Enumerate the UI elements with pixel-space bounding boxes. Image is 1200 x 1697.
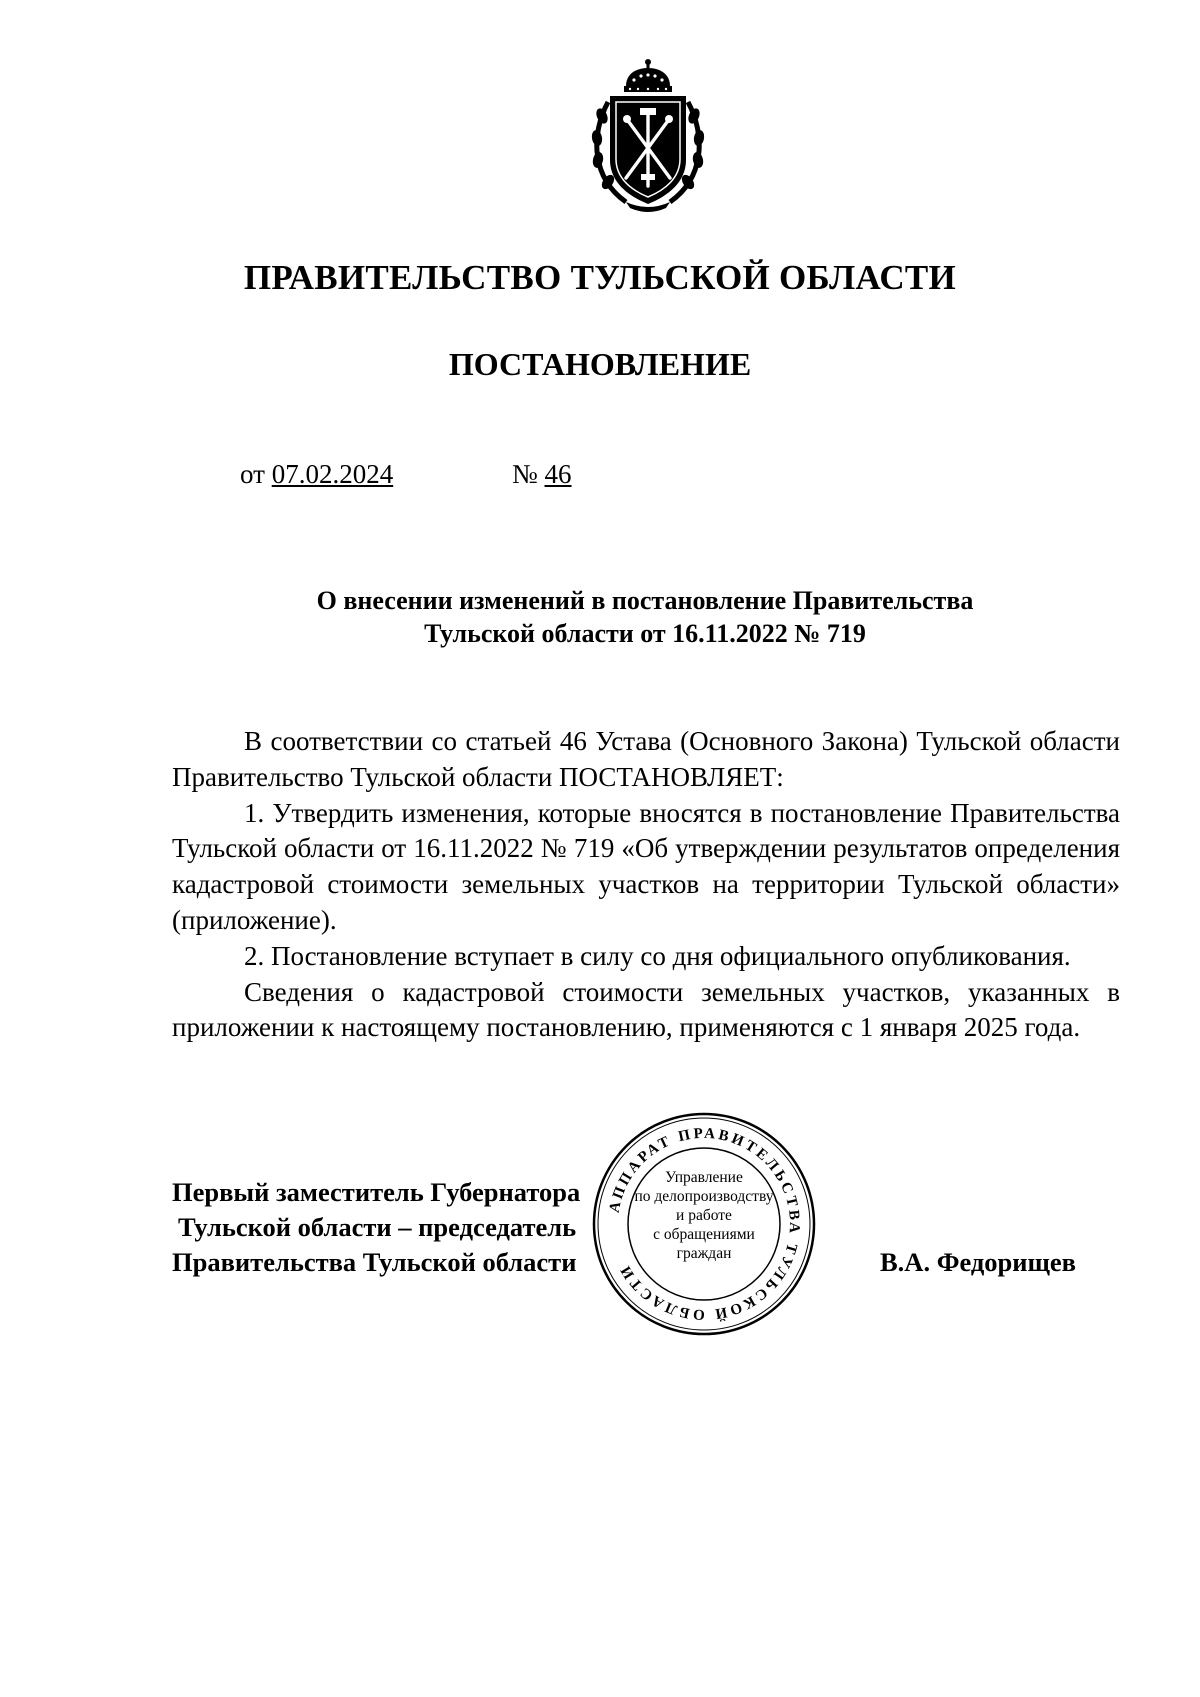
signatory-name: В.А. Федорищев: [880, 1247, 1076, 1277]
body-paragraph-preamble: В соответствии со статьей 46 Устава (Основного Закона) Тульской области Правительство Тульской области ПОСТАНОВЛЯЕТ:: [172, 726, 1120, 792]
stamp-line: по делопроизводству: [634, 1188, 774, 1205]
stamp-line: и работе: [676, 1207, 732, 1224]
document-date: [240, 458, 393, 490]
stamp-line: с обращениями: [653, 1226, 755, 1243]
date-value: 07.02.2024: [271, 459, 394, 489]
document-body: [172, 724, 1120, 1046]
subject-line-1: О внесении изменений в постановление Правительства: [316, 586, 974, 615]
position-line-2: Тульской области – председатель: [178, 1212, 577, 1242]
body-paragraph-note: Сведения о кадастровой стоимости земельных участков, указанных в приложении к настоящему постановлению, применяются с 1 января 2025 года.: [172, 976, 1120, 1043]
position-line-1: Первый заместитель Губернатора: [172, 1177, 581, 1207]
tula-coat-of-arms-icon: [586, 56, 710, 214]
signatory-position: [172, 1175, 580, 1280]
document-number: [512, 458, 572, 490]
date-prefix: от: [240, 459, 265, 489]
stamp-line: Управление: [665, 1169, 743, 1186]
position-line-3: Правительства Тульской области: [172, 1247, 577, 1277]
number-value: 46: [544, 459, 572, 489]
subject-line-2: Тульской области от 16.11.2022 № 719: [424, 619, 866, 648]
stamp-ring-text: АППАРАТ ПРАВИТЕЛЬСТВА ТУЛЬСКОЙ ОБЛАСТИ: [606, 1125, 803, 1323]
stamp-center-text: [626, 1168, 782, 1263]
document-type: ПОСТАНОВЛЕНИЕ: [448, 346, 752, 382]
document-subject: [170, 584, 1120, 650]
body-paragraph-item-1: 1. Утвердить изменения, которые вносятся в постановление Правительства Тульской области от 16.11.2022 № 719 «Об утверждении результатов определения кадастровой стоимости земельных участков на территории Тульской области» (приложение).: [172, 797, 1120, 935]
official-stamp: [590, 1110, 818, 1338]
body-paragraph-item-2: 2. Постановление вступает в силу со дня официального опубликования.: [244, 940, 1071, 971]
stamp-line: граждан: [676, 1245, 732, 1262]
number-prefix: №: [512, 459, 538, 489]
government-title: ПРАВИТЕЛЬСТВО ТУЛЬСКОЙ ОБЛАСТИ: [243, 258, 957, 297]
